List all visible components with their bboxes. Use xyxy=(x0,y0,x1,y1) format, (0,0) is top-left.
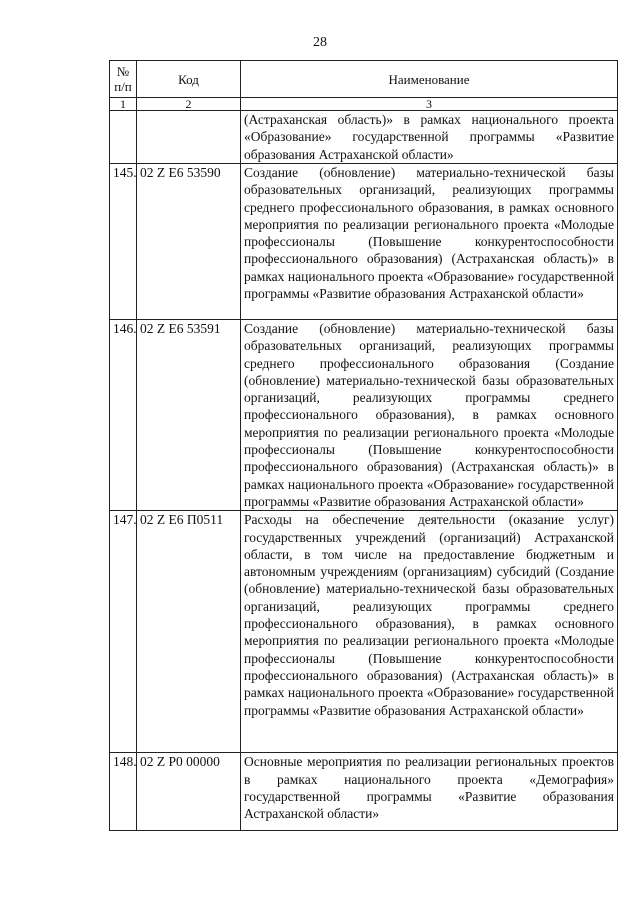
column-index: 3 xyxy=(241,98,618,111)
column-index-row xyxy=(110,98,618,111)
row-number: 147. xyxy=(110,511,137,753)
header-code: Код xyxy=(137,61,241,98)
table-header-row xyxy=(110,61,618,98)
table-row xyxy=(110,753,618,831)
table-row xyxy=(110,320,618,511)
row-number xyxy=(110,111,137,164)
row-code: 02 Z E6 53590 xyxy=(137,164,241,320)
row-code: 02 Z P0 00000 xyxy=(137,753,241,831)
row-code: 02 Z E6 53591 xyxy=(137,320,241,511)
page-number: 28 xyxy=(313,35,327,50)
table-row xyxy=(110,111,618,164)
row-name: Создание (обновление) материально-технической базы образовательных организаций, реализующих программы среднего профессионального образования, в рамках основного мероприятия по реализации регионального проекта «Молодые профессионалы (Повышение конкурентоспособности профессионального образования) (Астраханская область)» в рамках национального проекта «Образование» государственной программы «Развитие образования Астраханской области» xyxy=(241,164,618,320)
row-code: 02 Z E6 П0511 xyxy=(137,511,241,753)
table-row xyxy=(110,511,618,753)
header-name: Наименование xyxy=(241,61,618,98)
row-name: Основные мероприятия по реализации региональных проектов в рамках национального проекта «Демография» государственной программы «Развитие образования Астраханской области» xyxy=(241,753,618,831)
row-name: Создание (обновление) материально-технической базы образовательных организаций, реализующих программы среднего профессионального образования (Создание (обновление) материально-технической базы образовательных организаций, реализующих программы среднего профессионального образования), в рамках основного мероприятия по реализации регионального проекта «Молодые профессионалы (Повышение конкурентоспособности профессионального образования) (Астраханская область)» в рамках национального проекта «Образование» государственной программы «Развитие образования Астраханской области» xyxy=(241,320,618,511)
row-name: Расходы на обеспечение деятельности (оказание услуг) государственных учреждений (организаций) Астраханской области, в том числе на предоставление бюджетным и автономным учреждениям (организациям) субсидий (Создание (обновление) материально-технической базы образовательных организаций, реализующих программы среднего профессионального образования), в рамках основного мероприятия по реализации регионального проекта «Молодые профессионалы (Повышение конкурентоспособности профессионального образования) (Астраханская область)» в рамках национального проекта «Образование» государственной программы «Развитие образования Астраханской области» xyxy=(241,511,618,753)
row-number: 145. xyxy=(110,164,137,320)
budget-code-table xyxy=(109,60,618,831)
header-num: № п/п xyxy=(110,61,137,98)
row-code xyxy=(137,111,241,164)
column-index: 1 xyxy=(110,98,137,111)
row-number: 146. xyxy=(110,320,137,511)
row-name: (Астраханская область)» в рамках национального проекта «Образование» государственной программы «Развитие образования Астраханской области» xyxy=(241,111,618,164)
column-index: 2 xyxy=(137,98,241,111)
table-row xyxy=(110,164,618,320)
row-number: 148. xyxy=(110,753,137,831)
